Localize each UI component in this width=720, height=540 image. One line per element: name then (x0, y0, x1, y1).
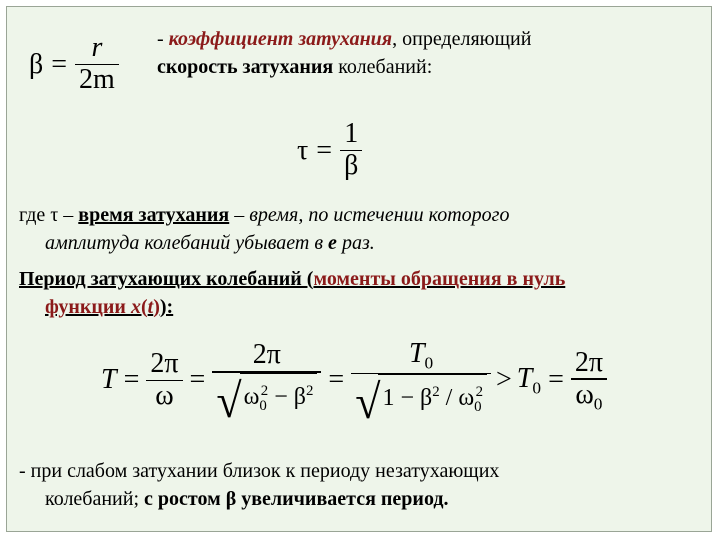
def2-prefix: где τ – (19, 204, 79, 226)
formula-tau-numerator: 1 (344, 118, 359, 149)
def2-line1: время, по истечении которого (249, 204, 510, 226)
f3-f2-sqrt (216, 373, 317, 427)
def2-e: е (328, 232, 337, 254)
f3-f4-num: 2π (574, 346, 603, 378)
def1-term: коэффициент затухания (168, 28, 393, 50)
formula-tau-fraction (340, 119, 362, 182)
def2-line2b: раз. (336, 232, 375, 254)
f3-T0-sub: 0 (532, 378, 542, 398)
def1-rest2: колебаний: (333, 56, 433, 78)
f3-T0: T (516, 362, 533, 394)
formula-tau-lhs: τ (297, 134, 309, 166)
period-part1: Период затухающих колебаний ( (19, 268, 314, 290)
def2-line2a: амплитуда колебаний убывает в (45, 232, 329, 254)
period-paren-open: ( (140, 296, 148, 318)
period-x: x (130, 296, 141, 318)
f3-gt: > (496, 364, 512, 396)
f3-f2-sup: 2 (260, 382, 269, 399)
def1-rest1: , определяющий (392, 28, 532, 50)
f3-f4-den-sub: 0 (593, 394, 603, 414)
period-paren-close: ) (153, 296, 160, 318)
formula-beta-numerator: r (91, 32, 103, 63)
formula-beta-denominator: 2m (79, 64, 115, 96)
conclusion-line2a: колебаний; (45, 488, 145, 510)
f3-fraction-4 (571, 348, 607, 414)
period-t: t (147, 296, 154, 318)
formula-beta-fraction (75, 33, 119, 96)
f3-f3-sqrt (355, 374, 487, 429)
def2-term: время затухания (78, 204, 230, 226)
def2-dash: – (229, 204, 250, 226)
f3-f3-den-a: 1 − β (382, 385, 433, 412)
f3-f3-num-sub: 0 (424, 353, 434, 373)
f3-eq4: = (548, 364, 564, 396)
conclusion-line1: - при слабом затухании близок к периоду незатухающих (19, 460, 500, 482)
formula-tau (297, 119, 362, 182)
f3-f3-num-T: T (408, 338, 425, 369)
period-part2: моменты обращения в нуль (313, 268, 566, 290)
f3-f2-minus: − β (268, 383, 306, 410)
f3-eq3: = (328, 364, 345, 396)
f3-eq1: = (123, 364, 140, 396)
slide (6, 6, 712, 532)
formula-beta-eq: = (51, 48, 68, 80)
period-part4: ): (159, 296, 174, 318)
f3-f2-sup2: 2 (305, 382, 314, 399)
f3-f3-slash: / (439, 385, 459, 412)
formula-tau-denominator: β (344, 150, 359, 182)
conclusion-line2b: с ростом β увеличивается период. (144, 488, 449, 510)
definition-damping-coefficient (157, 25, 677, 81)
formula-period (101, 338, 607, 429)
f3-f2-num: 2π (252, 339, 281, 371)
definition-decay-time (19, 201, 699, 257)
f3-f2-omega: ω (243, 383, 260, 410)
period-part3: функции (45, 296, 131, 318)
f3-f3-sup2: 2 (475, 384, 483, 401)
def1-bold: скорость затухания (157, 56, 334, 78)
formula-beta-lhs: β (29, 48, 44, 80)
sqrt-sign: √ (355, 374, 381, 429)
f3-eq2: = (189, 364, 206, 396)
formula-beta (29, 33, 119, 96)
f3-fraction-2 (212, 339, 321, 427)
f3-T: T (101, 364, 117, 396)
f3-fraction-1 (146, 349, 182, 412)
f3-f3-omega: ω (458, 385, 475, 412)
conclusion (19, 457, 709, 513)
period-heading (19, 265, 709, 321)
f3-f3-sub: 0 (474, 398, 482, 415)
f3-f1-num: 2π (150, 347, 179, 379)
f3-f4-den: ω (575, 378, 594, 410)
sqrt-sign: √ (216, 373, 242, 427)
f3-fraction-3 (351, 338, 491, 429)
f3-f3-den-sup: 2 (432, 384, 440, 401)
formula-tau-eq: = (316, 134, 333, 166)
f3-f2-sub: 0 (259, 397, 267, 414)
def1-dash: - (157, 28, 169, 50)
f3-f1-den: ω (155, 380, 174, 412)
